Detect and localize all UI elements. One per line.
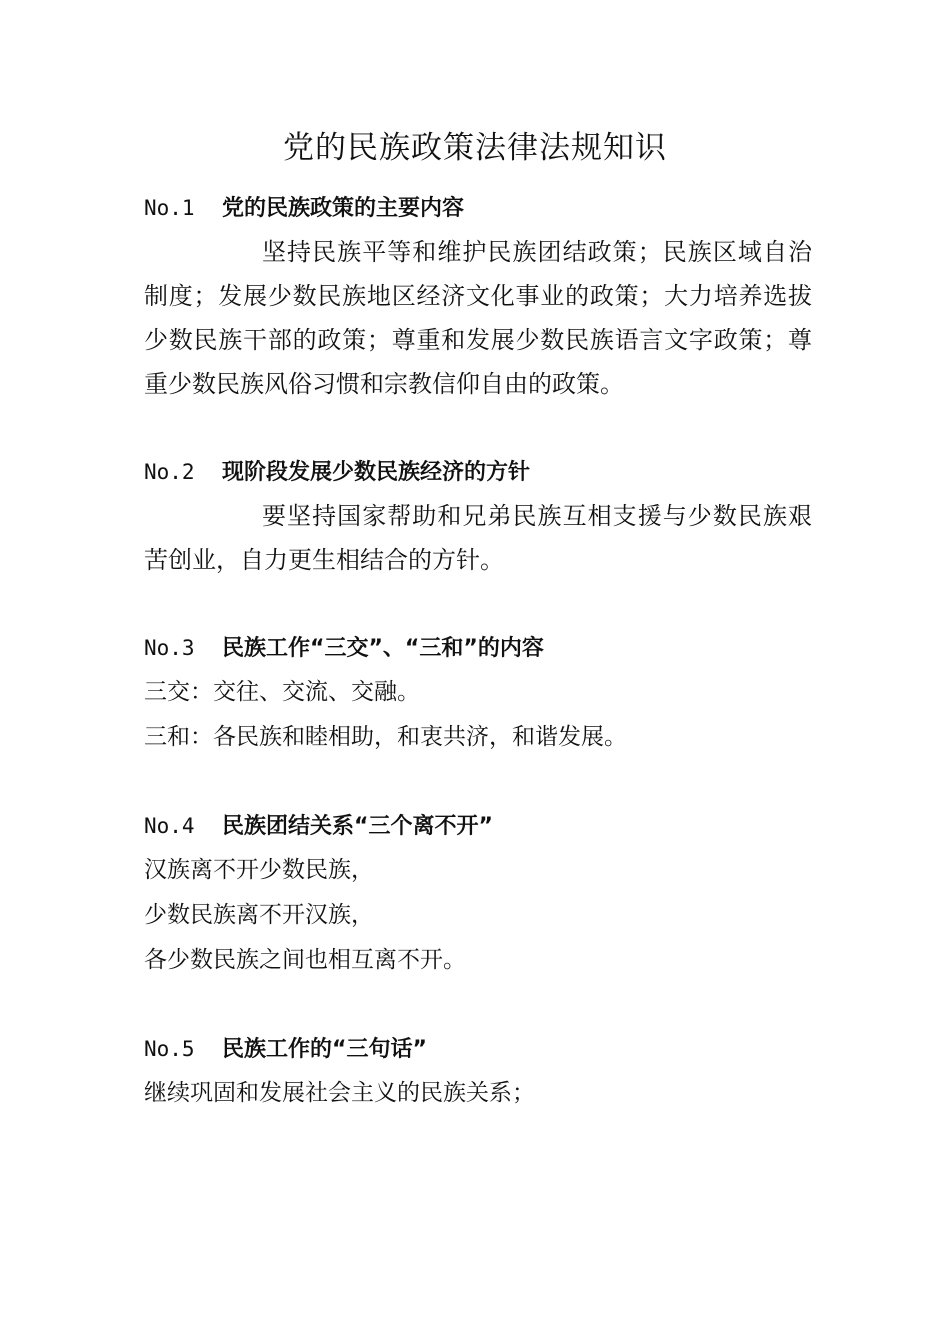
section-paragraph: 坚持民族平等和维护民族团结政策；民族区域自治制度；发展少数民族地区经济文化事业的政策；大力培养选拔少数民族干部的政策；尊重和发展少数民族语言文字政策；尊重少数民族风俗习惯和宗教信仰自由的政策。 [144, 238, 812, 398]
section-4 [144, 804, 812, 983]
section-line: 汉族离不开少数民族， [144, 857, 374, 883]
section-line: 三和：各民族和睦相助，和衷共济，和谐发展。 [144, 724, 627, 750]
section-number: No.2 [144, 460, 195, 484]
section-title: 民族工作的“三句话” [222, 1037, 427, 1062]
document-title: 党的民族政策法律法规知识 [283, 130, 667, 166]
section-heading [144, 1027, 812, 1071]
section-heading [144, 450, 812, 494]
section-2 [144, 450, 812, 582]
section-1 [144, 186, 812, 406]
section-line: 继续巩固和发展社会主义的民族关系； [144, 1080, 535, 1106]
section-title: 现阶段发展少数民族经济的方针 [222, 460, 531, 485]
section-line: 少数民族离不开汉族， [144, 902, 374, 928]
section-heading [144, 626, 812, 670]
section-heading [144, 186, 812, 230]
section-3 [144, 626, 812, 760]
section-title: 党的民族政策的主要内容 [222, 196, 465, 221]
section-number: No.3 [144, 636, 195, 660]
document-body [144, 186, 812, 1160]
section-line: 三交：交往、交流、交融。 [144, 679, 420, 705]
section-number: No.1 [144, 196, 195, 220]
section-number: No.4 [144, 814, 195, 838]
section-5 [144, 1027, 812, 1116]
section-heading [144, 804, 812, 848]
section-title: 民族团结关系“三个离不开” [222, 814, 493, 839]
section-paragraph: 要坚持国家帮助和兄弟民族互相支援与少数民族艰苦创业，自力更生相结合的方针。 [144, 502, 812, 574]
section-number: No.5 [144, 1037, 195, 1061]
section-title: 民族工作“三交”、“三和”的内容 [222, 636, 544, 661]
section-line: 各少数民族之间也相互离不开。 [144, 947, 466, 973]
